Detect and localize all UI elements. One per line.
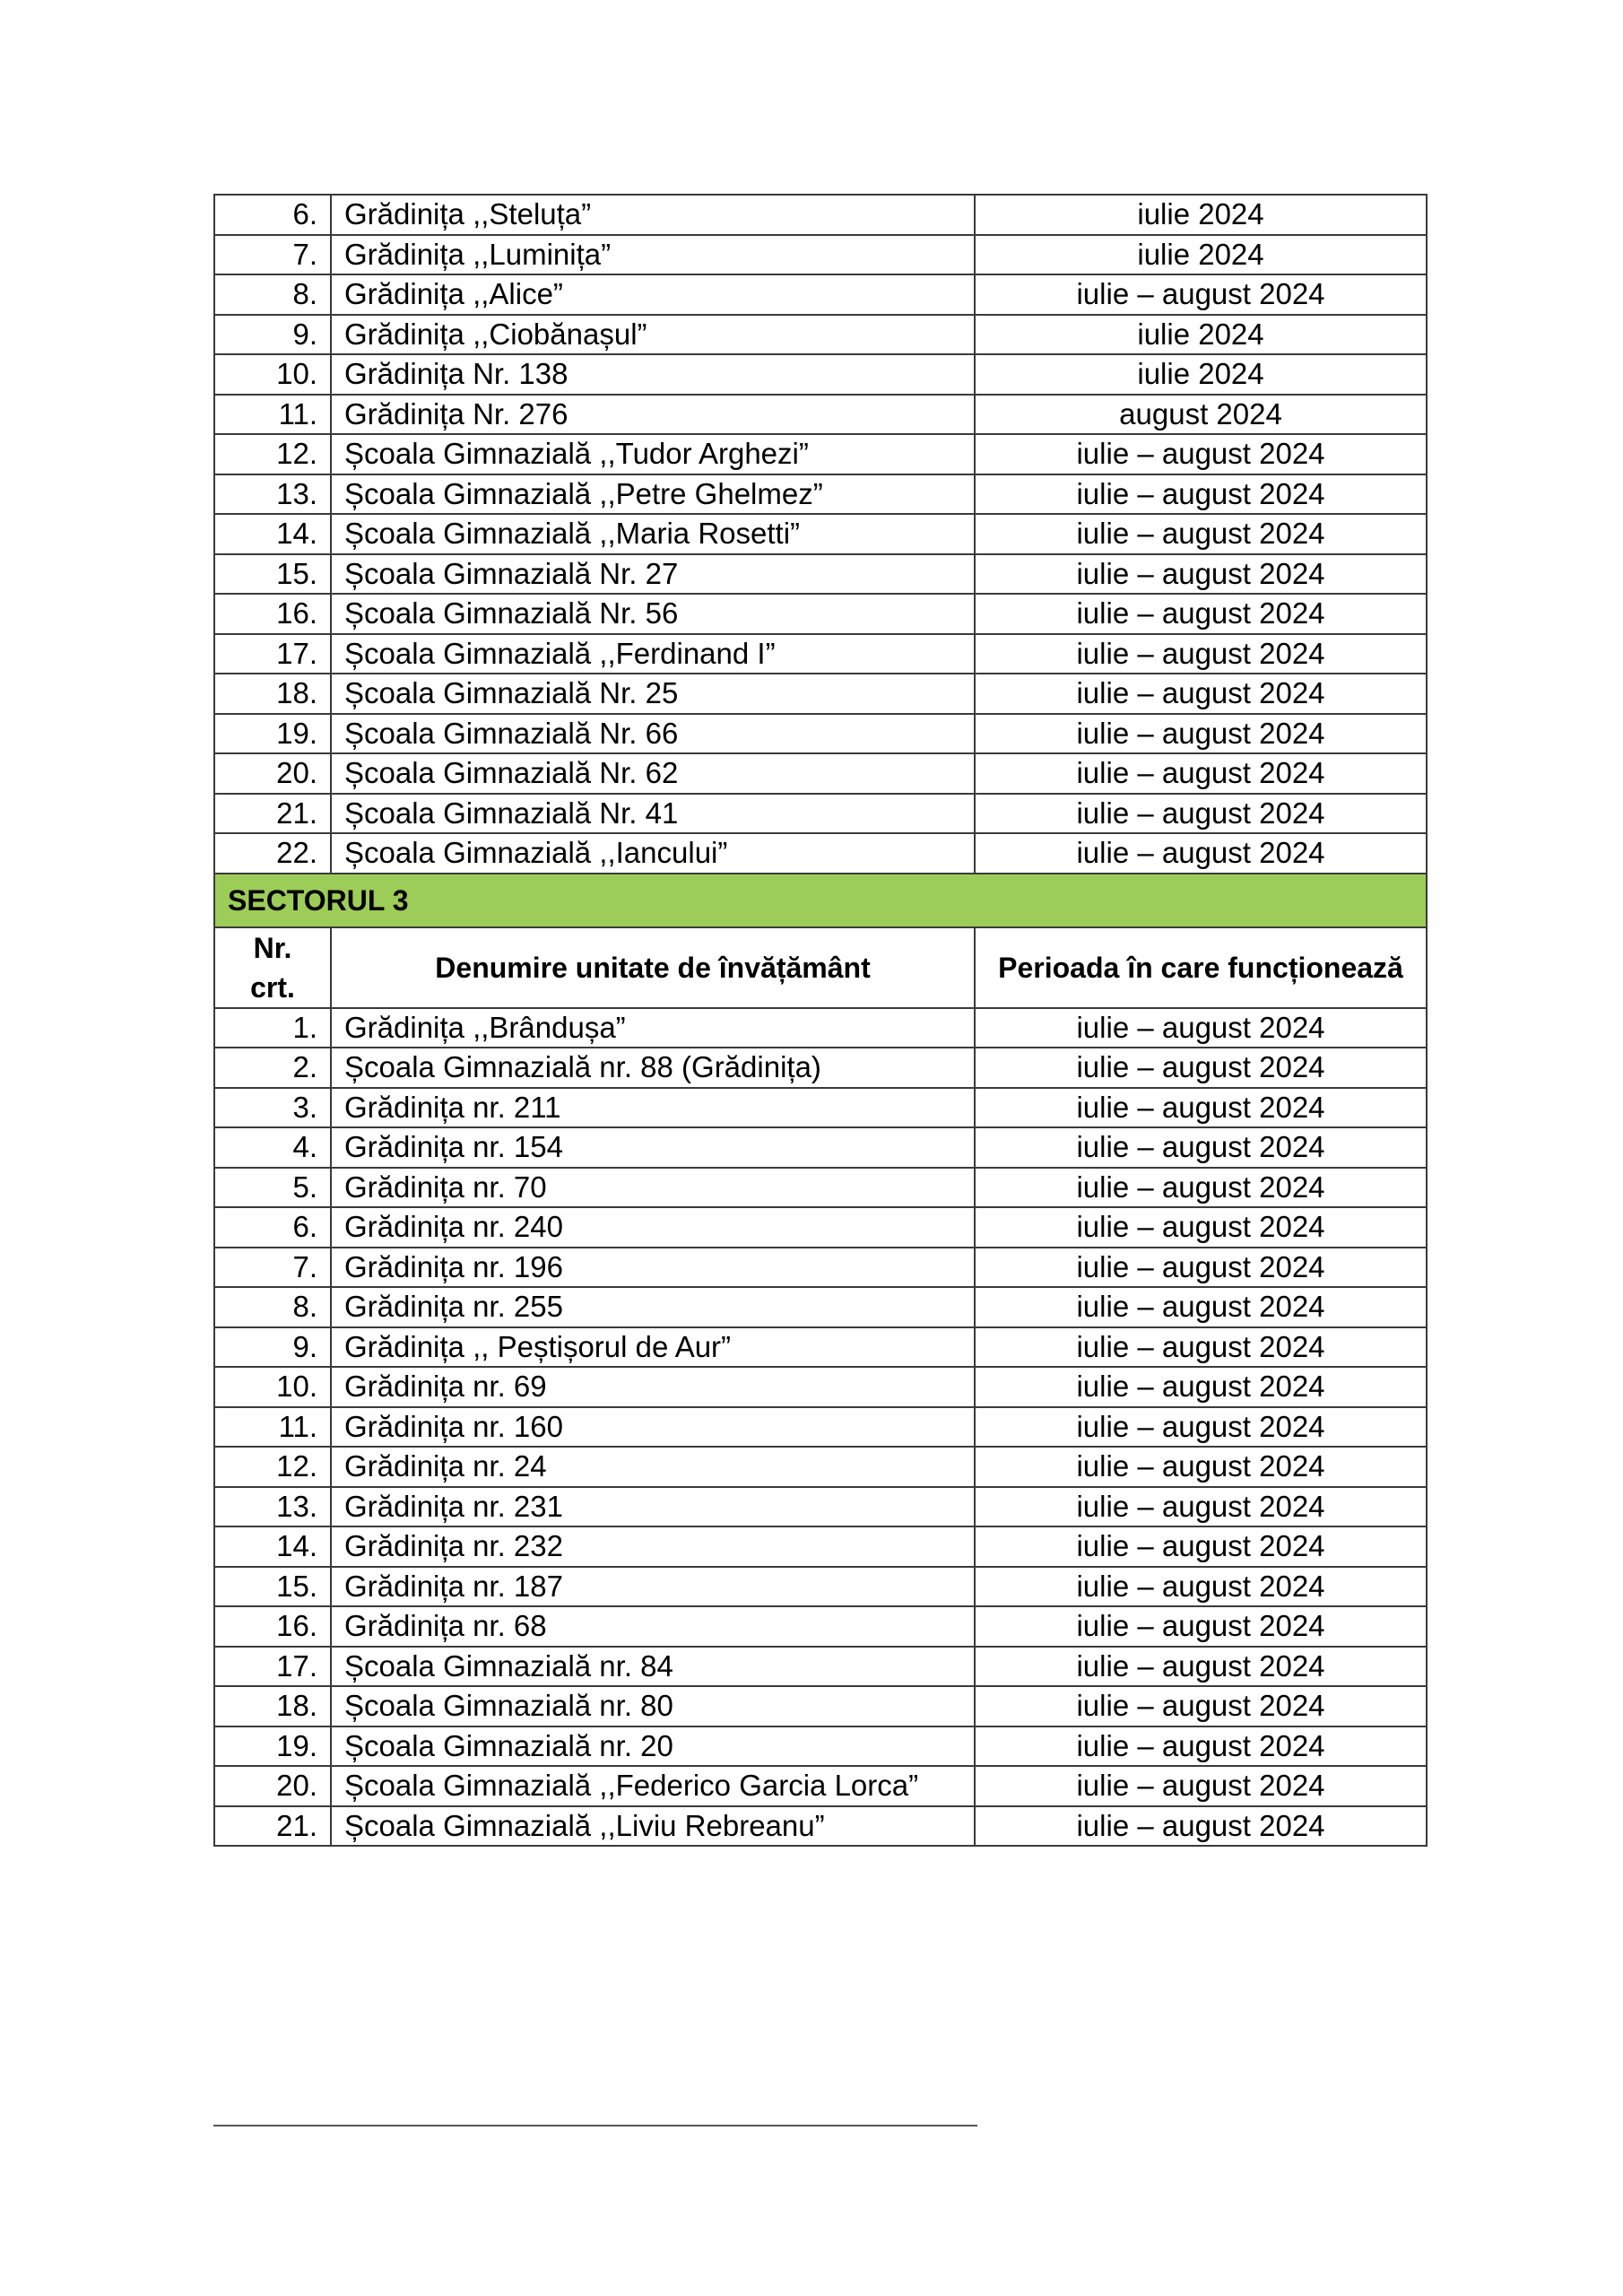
operating-period: iulie – august 2024 [975, 1207, 1427, 1248]
unit-name: Grădinița nr. 70 [331, 1168, 975, 1208]
row-number: 21. [214, 1806, 331, 1847]
operating-period: iulie – august 2024 [975, 1287, 1427, 1327]
operating-period: iulie – august 2024 [975, 753, 1427, 794]
operating-period: iulie – august 2024 [975, 1008, 1427, 1048]
unit-name: Grădinița ,,Brândușa” [331, 1008, 975, 1048]
unit-name: Grădinița Nr. 138 [331, 354, 975, 395]
table-row [214, 1367, 1427, 1407]
table-row [214, 1806, 1427, 1847]
operating-period: august 2024 [975, 395, 1427, 435]
row-number: 14. [214, 1526, 331, 1567]
unit-name: Școala Gimnazială ,,Tudor Arghezi” [331, 434, 975, 474]
unit-name: Grădinița nr. 154 [331, 1127, 975, 1168]
row-number: 22. [214, 833, 331, 874]
unit-name: Grădinița ,, Peștișorul de Aur” [331, 1327, 975, 1368]
row-number: 10. [214, 354, 331, 395]
unit-name: Școala Gimnazială Nr. 25 [331, 674, 975, 714]
table-row [214, 1168, 1427, 1208]
unit-name: Școala Gimnazială ,,Petre Ghelmez” [331, 474, 975, 515]
operating-period: iulie – august 2024 [975, 1248, 1427, 1288]
operating-period: iulie 2024 [975, 315, 1427, 355]
table-row [214, 714, 1427, 754]
row-number: 4. [214, 1127, 331, 1168]
row-number: 6. [214, 1207, 331, 1248]
operating-period: iulie – august 2024 [975, 434, 1427, 474]
operating-period: iulie – august 2024 [975, 1327, 1427, 1368]
row-number: 9. [214, 1327, 331, 1368]
unit-name: Școala Gimnazială Nr. 41 [331, 794, 975, 834]
table-row [214, 674, 1427, 714]
operating-period: iulie – august 2024 [975, 1647, 1427, 1687]
table-row [214, 1048, 1427, 1088]
row-number: 6. [214, 195, 331, 235]
sector-3-section [214, 874, 1427, 1008]
table-row [214, 1487, 1427, 1527]
table-row [214, 1088, 1427, 1128]
unit-name: Grădinița nr. 211 [331, 1088, 975, 1128]
table-row [214, 235, 1427, 275]
table-row [214, 1008, 1427, 1048]
row-number: 10. [214, 1367, 331, 1407]
table-row [214, 1726, 1427, 1767]
table-row [214, 594, 1427, 634]
row-number: 20. [214, 753, 331, 794]
unit-name: Școala Gimnazială nr. 80 [331, 1686, 975, 1726]
header-nr-line2: crt. [250, 970, 295, 1004]
row-number: 7. [214, 235, 331, 275]
unit-name: Școala Gimnazială nr. 88 (Grădinița) [331, 1048, 975, 1088]
table-row [214, 195, 1427, 235]
operating-period: iulie – august 2024 [975, 274, 1427, 315]
operating-period: iulie – august 2024 [975, 674, 1427, 714]
table-row [214, 395, 1427, 435]
row-number: 13. [214, 474, 331, 515]
unit-name: Grădinița Nr. 276 [331, 395, 975, 435]
header-unit-name: Denumire unitate de învățământ [331, 927, 975, 1008]
row-number: 19. [214, 714, 331, 754]
row-number: 19. [214, 1726, 331, 1767]
table-row [214, 794, 1427, 834]
table-row [214, 634, 1427, 674]
operating-period: iulie – august 2024 [975, 1606, 1427, 1647]
operating-period: iulie – august 2024 [975, 554, 1427, 595]
operating-period: iulie – august 2024 [975, 1526, 1427, 1567]
row-number: 14. [214, 514, 331, 554]
operating-period: iulie 2024 [975, 354, 1427, 395]
row-number: 20. [214, 1766, 331, 1806]
row-number: 8. [214, 274, 331, 315]
operating-period: iulie – august 2024 [975, 833, 1427, 874]
row-number: 1. [214, 1008, 331, 1048]
unit-name: Grădinița nr. 160 [331, 1407, 975, 1448]
unit-name: Grădinița ,,Alice” [331, 274, 975, 315]
unit-name: Grădinița nr. 255 [331, 1287, 975, 1327]
unit-name: Grădinița nr. 240 [331, 1207, 975, 1248]
unit-name: Școala Gimnazială ,,Ferdinand I” [331, 634, 975, 674]
table-row [214, 1248, 1427, 1288]
operating-period: iulie – august 2024 [975, 1168, 1427, 1208]
row-number: 18. [214, 1686, 331, 1726]
row-number: 5. [214, 1168, 331, 1208]
operating-period: iulie – august 2024 [975, 594, 1427, 634]
operating-period: iulie – august 2024 [975, 1447, 1427, 1487]
table-row [214, 1327, 1427, 1368]
unit-name: Grădinița ,,Luminița” [331, 235, 975, 275]
operating-period: iulie – august 2024 [975, 1367, 1427, 1407]
operating-period: iulie – august 2024 [975, 1567, 1427, 1607]
unit-name: Școala Gimnazială ,,Iancului” [331, 833, 975, 874]
row-number: 3. [214, 1088, 331, 1128]
table-row [214, 1567, 1427, 1607]
table-row [214, 1207, 1427, 1248]
operating-period: iulie – august 2024 [975, 634, 1427, 674]
table-row [214, 434, 1427, 474]
unit-name: Școala Gimnazială nr. 84 [331, 1647, 975, 1687]
row-number: 8. [214, 1287, 331, 1327]
unit-name: Școala Gimnazială ,,Federico Garcia Lorca” [331, 1766, 975, 1806]
unit-name: Școala Gimnazială nr. 20 [331, 1726, 975, 1767]
row-number: 17. [214, 634, 331, 674]
operating-period: iulie – august 2024 [975, 1487, 1427, 1527]
table-row [214, 1686, 1427, 1726]
header-period: Perioada în care funcționează [975, 927, 1427, 1008]
table-row [214, 1647, 1427, 1687]
unit-name: Școala Gimnazială Nr. 27 [331, 554, 975, 595]
row-number: 7. [214, 1248, 331, 1288]
row-number: 16. [214, 1606, 331, 1647]
row-number: 12. [214, 1447, 331, 1487]
operating-period: iulie – august 2024 [975, 794, 1427, 834]
unit-name: Grădinița nr. 187 [331, 1567, 975, 1607]
row-number: 15. [214, 554, 331, 595]
table-row [214, 1766, 1427, 1806]
table-row [214, 1407, 1427, 1448]
table-row [214, 354, 1427, 395]
operating-period: iulie – august 2024 [975, 1726, 1427, 1767]
row-number: 16. [214, 594, 331, 634]
sector-2-continued-rows [214, 195, 1427, 874]
table-row [214, 833, 1427, 874]
operating-period: iulie – august 2024 [975, 1806, 1427, 1847]
table-row [214, 315, 1427, 355]
unit-name: Grădinița nr. 196 [331, 1248, 975, 1288]
sector-3-rows [214, 1008, 1427, 1847]
operating-period: iulie – august 2024 [975, 1088, 1427, 1128]
row-number: 18. [214, 674, 331, 714]
unit-name: Grădinița nr. 24 [331, 1447, 975, 1487]
unit-name: Grădinița ,,Ciobănașul” [331, 315, 975, 355]
footnote-separator [213, 2125, 977, 2126]
table-row [214, 753, 1427, 794]
unit-name: Școala Gimnazială ,,Liviu Rebreanu” [331, 1806, 975, 1847]
unit-name: Grădinița nr. 68 [331, 1606, 975, 1647]
document-page [213, 194, 1426, 1847]
header-nr-crt [214, 927, 331, 1008]
unit-name: Școala Gimnazială Nr. 62 [331, 753, 975, 794]
sector-heading-row [214, 874, 1427, 927]
operating-period: iulie – august 2024 [975, 1686, 1427, 1726]
row-number: 15. [214, 1567, 331, 1607]
unit-name: Grădinița nr. 69 [331, 1367, 975, 1407]
row-number: 9. [214, 315, 331, 355]
operating-period: iulie – august 2024 [975, 514, 1427, 554]
table-row [214, 554, 1427, 595]
row-number: 13. [214, 1487, 331, 1527]
table-row [214, 1127, 1427, 1168]
operating-period: iulie – august 2024 [975, 1407, 1427, 1448]
table-row [214, 1606, 1427, 1647]
table-row [214, 474, 1427, 515]
sector-title: SECTORUL 3 [214, 874, 1427, 927]
operating-period: iulie – august 2024 [975, 1766, 1427, 1806]
row-number: 12. [214, 434, 331, 474]
table-row [214, 274, 1427, 315]
operating-period: iulie – august 2024 [975, 1048, 1427, 1088]
schools-table [213, 194, 1428, 1847]
row-number: 21. [214, 794, 331, 834]
table-row [214, 1447, 1427, 1487]
unit-name: Școala Gimnazială Nr. 56 [331, 594, 975, 634]
column-header-row [214, 927, 1427, 1008]
unit-name: Grădinița nr. 231 [331, 1487, 975, 1527]
table-row [214, 1287, 1427, 1327]
table-row [214, 1526, 1427, 1567]
row-number: 17. [214, 1647, 331, 1687]
operating-period: iulie – august 2024 [975, 714, 1427, 754]
unit-name: Școala Gimnazială ,,Maria Rosetti” [331, 514, 975, 554]
unit-name: Școala Gimnazială Nr. 66 [331, 714, 975, 754]
header-nr-line1: Nr. [253, 931, 292, 964]
unit-name: Grădinița ,,Steluța” [331, 195, 975, 235]
operating-period: iulie – august 2024 [975, 1127, 1427, 1168]
row-number: 2. [214, 1048, 331, 1088]
row-number: 11. [214, 1407, 331, 1448]
unit-name: Grădinița nr. 232 [331, 1526, 975, 1567]
operating-period: iulie – august 2024 [975, 474, 1427, 515]
operating-period: iulie 2024 [975, 235, 1427, 275]
row-number: 11. [214, 395, 331, 435]
operating-period: iulie 2024 [975, 195, 1427, 235]
table-row [214, 514, 1427, 554]
